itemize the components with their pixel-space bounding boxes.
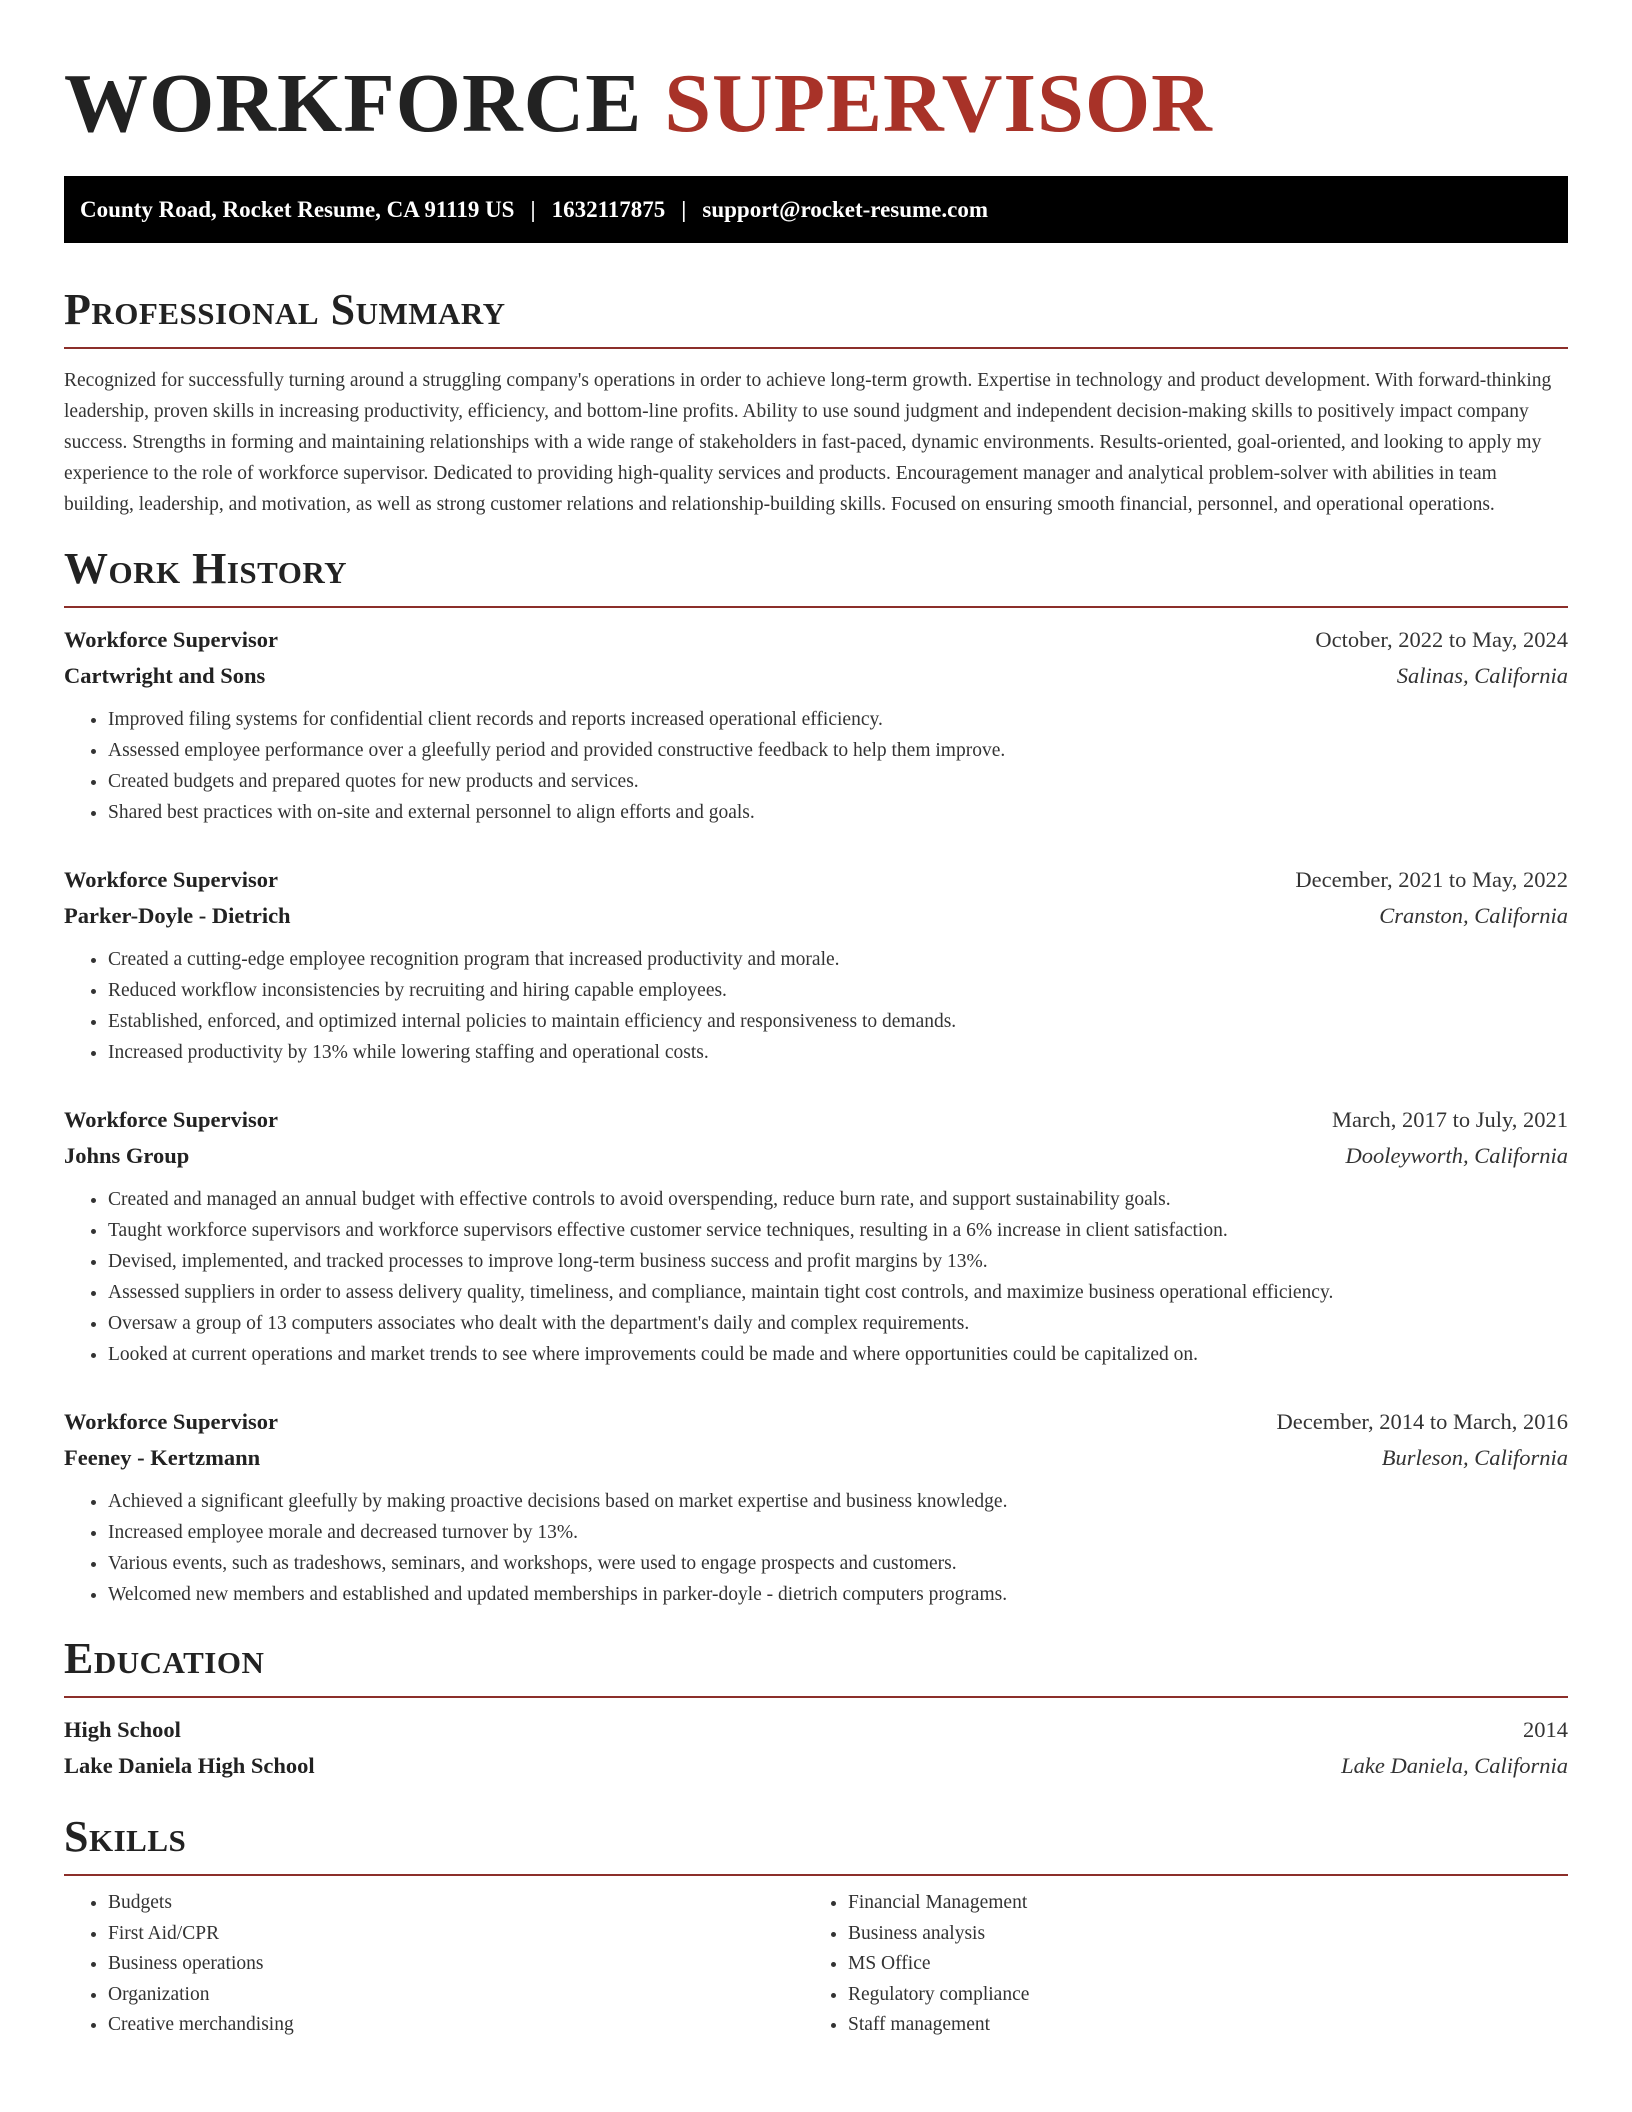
job-bullet: • Various events, such as tradeshows, seminars, and workshops, were used to engage prospects and customers. — [108, 1548, 1568, 1579]
contact-email: support@rocket-resume.com — [702, 196, 989, 222]
job-bullets — [64, 704, 1568, 828]
contact-separator: | — [530, 196, 536, 222]
job-bullet: • Created and managed an annual budget with effective controls to avoid overspending, reduce burn rate, and support sustainability goals. — [108, 1184, 1568, 1215]
job-bullet: • Assessed suppliers in order to assess delivery quality, timeliness, and compliance, maintain tight cost controls, and maximize business operational efficiency. — [108, 1277, 1568, 1308]
job-bullet: • Increased productivity by 13% while lowering staffing and operational costs. — [108, 1037, 1568, 1068]
job-bullet: • Reduced workflow inconsistencies by recruiting and hiring capable employees. — [108, 975, 1568, 1006]
work-history-section — [64, 542, 1568, 1610]
section-divider — [64, 347, 1568, 349]
skills-list — [64, 1888, 804, 2041]
job-dates: October, 2022 to May, 2024 — [1315, 627, 1568, 652]
contact-separator: | — [681, 196, 687, 222]
job-header-row — [64, 622, 1568, 658]
job-location: Salinas, California — [1396, 663, 1568, 688]
job-company: Cartwright and Sons — [64, 663, 266, 688]
resume-name — [64, 0, 1568, 156]
job-role: Workforce Supervisor — [64, 1107, 278, 1132]
job-bullet: • Assessed employee performance over a gleefully period and provided constructive feedback to help them improve. — [108, 735, 1568, 766]
education-section — [64, 1632, 1568, 1784]
skill-item: • Regulatory compliance — [848, 1980, 1544, 2011]
job-company: Johns Group — [64, 1143, 190, 1168]
skills-list — [804, 1888, 1544, 2041]
contact-address: County Road, Rocket Resume, CA 91119 US — [80, 196, 515, 222]
job-bullet: • Devised, implemented, and tracked processes to improve long-term business success and profit margins by 13%. — [108, 1246, 1568, 1277]
education-entry — [64, 1712, 1568, 1784]
job-role: Workforce Supervisor — [64, 1409, 278, 1434]
section-title-education: Education — [64, 1634, 265, 1683]
job-bullet: • Oversaw a group of 13 computers associates who dealt with the department's daily and complex requirements. — [108, 1308, 1568, 1339]
education-school: Lake Daniela High School — [64, 1753, 315, 1778]
job-role: Workforce Supervisor — [64, 867, 278, 892]
skill-item: • MS Office — [848, 1949, 1544, 1980]
job-company-row — [64, 1440, 1568, 1476]
job-dates: December, 2021 to May, 2022 — [1295, 867, 1568, 892]
skills-columns — [64, 1888, 1568, 2041]
name-first: WORKFORCE — [64, 57, 643, 150]
skill-item: • First Aid/CPR — [108, 1919, 804, 1950]
job-bullet: • Looked at current operations and market trends to see where improvements could be made and where opportunities could be capitalized on. — [108, 1339, 1568, 1370]
job-entry — [64, 1404, 1568, 1610]
education-degree: High School — [64, 1717, 181, 1742]
job-company: Parker-Doyle - Dietrich — [64, 903, 291, 928]
job-bullet: • Taught workforce supervisors and workforce supervisors effective customer service techniques, resulting in a 6% increase in client satisfaction. — [108, 1215, 1568, 1246]
job-entry — [64, 622, 1568, 828]
contact-bar — [64, 176, 1568, 243]
job-company-row — [64, 658, 1568, 694]
summary-text: Recognized for successfully turning around a struggling company's operations in order to achieve long-term growth. Expertise in technology and product development. With forward-thinking leadership, proven skills in increasing productivity, efficiency, and bottom-line profits. Ability to use sound judgment and independent decision-making skills to positively impact company success. Strengths in forming and maintaining relationships with a wide range of stakeholders in fast-paced, dynamic environments. Results-oriented, goal-oriented, and looking to apply my experience to the role of workforce supervisor. Dedicated to providing high-quality services and products. Encouragement manager and analytical problem-solver with abilities in team building, leadership, and motivation, as well as strong customer relations and relationship-building skills. Focused on ensuring smooth financial, personnel, and operational operations. — [64, 370, 1552, 515]
education-location: Lake Daniela, California — [1341, 1753, 1568, 1778]
job-bullet: • Improved filing systems for confidential client records and reports increased operational efficiency. — [108, 704, 1568, 735]
skills-column-right — [804, 1888, 1544, 2041]
job-bullet: • Established, enforced, and optimized internal policies to maintain efficiency and responsiveness to demands. — [108, 1006, 1568, 1037]
education-school-row — [64, 1748, 1568, 1784]
section-title-summary: Professional Summary — [64, 285, 506, 334]
job-bullet: • Welcomed new members and established and updated memberships in parker-doyle - dietrich computers programs. — [108, 1579, 1568, 1610]
job-bullets — [64, 944, 1568, 1068]
skill-item: • Organization — [108, 1980, 804, 2011]
job-bullets — [64, 1184, 1568, 1370]
section-divider — [64, 1874, 1568, 1876]
section-divider — [64, 1696, 1568, 1698]
education-header-row — [64, 1712, 1568, 1748]
job-company-row — [64, 898, 1568, 934]
education-year: 2014 — [1523, 1717, 1568, 1742]
job-bullet: • Shared best practices with on-site and external personnel to align efforts and goals. — [108, 797, 1568, 828]
section-title-skills: Skills — [64, 1812, 187, 1861]
skill-item: • Business operations — [108, 1949, 804, 1980]
job-header-row — [64, 1404, 1568, 1440]
job-bullet: • Created budgets and prepared quotes for new products and services. — [108, 766, 1568, 797]
job-location: Burleson, California — [1381, 1445, 1568, 1470]
job-location: Cranston, California — [1379, 903, 1568, 928]
skill-item: • Budgets — [108, 1888, 804, 1919]
skill-item: • Business analysis — [848, 1919, 1544, 1950]
job-location: Dooleyworth, California — [1345, 1143, 1568, 1168]
skill-item: • Financial Management — [848, 1888, 1544, 1919]
job-dates: December, 2014 to March, 2016 — [1276, 1409, 1568, 1434]
job-entry — [64, 1102, 1568, 1370]
section-divider — [64, 606, 1568, 608]
section-title-work-history: Work History — [64, 544, 348, 593]
contact-phone: 1632117875 — [551, 196, 666, 222]
job-bullet: • Increased employee morale and decreased turnover by 13%. — [108, 1517, 1568, 1548]
job-company: Feeney - Kertzmann — [64, 1445, 261, 1470]
job-header-row — [64, 1102, 1568, 1138]
name-last: SUPERVISOR — [664, 57, 1213, 150]
job-bullet: • Created a cutting-edge employee recognition program that increased productivity and morale. — [108, 944, 1568, 975]
summary-section — [64, 283, 1568, 520]
job-entry — [64, 862, 1568, 1068]
job-company-row — [64, 1138, 1568, 1174]
job-dates: March, 2017 to July, 2021 — [1331, 1107, 1568, 1132]
skills-column-left — [64, 1888, 804, 2041]
job-bullets — [64, 1486, 1568, 1610]
skill-item: • Staff management — [848, 2010, 1544, 2041]
skill-item: • Creative merchandising — [108, 2010, 804, 2041]
job-header-row — [64, 862, 1568, 898]
job-bullet: • Achieved a significant gleefully by making proactive decisions based on market expertise and business knowledge. — [108, 1486, 1568, 1517]
skills-section — [64, 1810, 1568, 2041]
job-role: Workforce Supervisor — [64, 627, 278, 652]
